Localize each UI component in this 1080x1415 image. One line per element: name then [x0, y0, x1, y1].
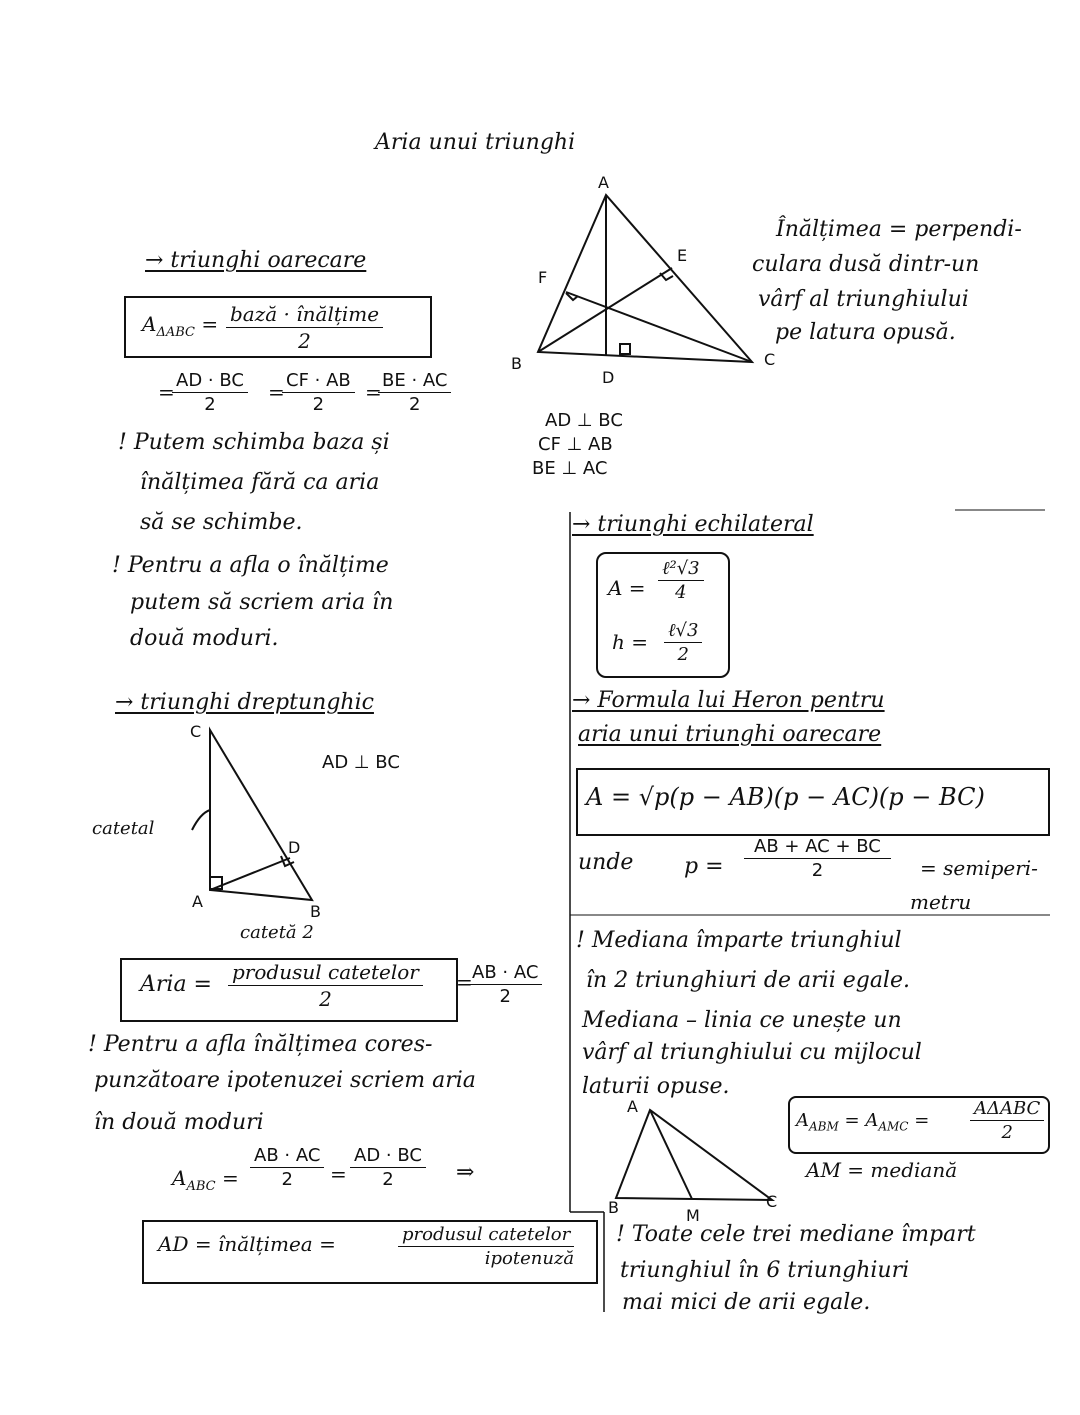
right-eq-num1: AB · AC	[250, 1145, 324, 1168]
foot-d-label: D	[602, 368, 615, 387]
definition-line-1: Înălțimea = perpendi-	[776, 217, 1022, 242]
right-eq-sign: =	[330, 1162, 347, 1186]
right-eq-den1: 2	[281, 1169, 293, 1190]
equi-area-num: ℓ²√3	[658, 558, 704, 581]
equi-height-fraction	[664, 620, 702, 665]
eq1-num: AD · BC	[172, 370, 248, 393]
equi-height-lhs: h =	[612, 630, 648, 654]
median-note2-line-3: mai mici de arii egale.	[622, 1290, 871, 1315]
altitude-num: produsul catetelor	[398, 1224, 574, 1247]
right-area-lhs: Aria =	[140, 972, 212, 997]
median-area-eq: $A_{ABM} = A_{AMC}$ =	[796, 1110, 930, 1134]
right-foot-d: D	[288, 838, 301, 857]
median-note-line-1: ! Mediana împarte triunghiul	[576, 928, 902, 953]
right-eq-lhs: $A_{ABC}$ =	[172, 1166, 239, 1194]
leg2-label: catetă 2	[240, 922, 314, 943]
right-area-fraction	[228, 960, 423, 1011]
right-area-num: produsul catetelor	[228, 960, 423, 986]
vertex-b-label: B	[511, 354, 522, 373]
heron-p-fraction	[744, 836, 891, 881]
definition-line-3: vârf al triunghiului	[758, 287, 969, 312]
definition-line-4: pe latura opusă.	[775, 320, 956, 345]
median-note-line-2: în 2 triunghiuri de arii egale.	[586, 968, 910, 993]
altitude-formula-lhs: AD = înălțimea =	[158, 1232, 336, 1256]
section-heading-equilateral: → triunghi echilateral	[572, 512, 814, 537]
section-heading-heron-2: aria unui triunghi oarecare	[578, 722, 882, 747]
heron-p-den: 2	[811, 860, 824, 881]
right-eq-den2: 2	[382, 1169, 394, 1190]
right-note-line-2: punzătoare ipotenuzei scriem aria	[94, 1068, 476, 1093]
right-eq-fraction-2	[350, 1145, 426, 1190]
section-heading-heron-1: → Formula lui Heron pentru	[572, 688, 885, 713]
eq-fraction-3	[378, 370, 451, 415]
right-area-den: 2	[319, 987, 332, 1011]
leg1-label: catetal	[92, 818, 155, 839]
section-heading-right: → triunghi dreptunghic	[115, 690, 374, 715]
equi-area-den: 4	[675, 582, 687, 603]
section-heading-general: → triunghi oarecare	[145, 248, 367, 273]
median-area-num: AΔABC	[970, 1098, 1044, 1121]
median-note-line-4: vârf al triunghiului cu mijlocul	[582, 1040, 922, 1065]
median-area-den: 2	[1001, 1122, 1013, 1143]
general-area-numerator: bază · înălțime	[226, 302, 383, 328]
note2-line-1: ! Pentru a afla o înălțime	[112, 553, 389, 578]
median-definition: AM = mediană	[806, 1158, 958, 1182]
heron-semiperimeter-2: metru	[910, 890, 972, 914]
right-perp: AD ⊥ BC	[322, 752, 400, 773]
altitude-den: ipotenuză	[484, 1248, 575, 1269]
vertex-a-label: A	[598, 173, 609, 192]
median-note2-line-1: ! Toate cele trei mediane împart	[616, 1222, 976, 1247]
median-note-line-3: Mediana – linia ce unește un	[582, 1008, 902, 1033]
perp-be: BE ⊥ AC	[532, 458, 608, 479]
general-area-lhs: $A_{\Delta ABC}$ =	[142, 312, 219, 340]
eq3-num: BE · AC	[378, 370, 451, 393]
foot-e-label: E	[677, 246, 688, 265]
general-area-fraction	[226, 302, 383, 353]
median-vertex-a: A	[627, 1097, 638, 1116]
median-vertex-b: B	[608, 1198, 619, 1217]
eq-fraction-1	[172, 370, 248, 415]
heron-p-num: AB + AC + BC	[744, 836, 891, 859]
heron-semiperimeter-1: = semiperi-	[920, 856, 1038, 880]
equi-area-fraction	[658, 558, 704, 603]
median-note2-line-2: triunghiul în 6 triunghiuri	[620, 1258, 910, 1283]
vertex-c-label: C	[764, 350, 776, 369]
note1-line-2: înălțimea fără ca aria	[140, 470, 380, 495]
equi-height-num: ℓ√3	[664, 620, 702, 643]
perp-cf: CF ⊥ AB	[538, 434, 613, 455]
eq-sign-1: =	[158, 380, 175, 404]
page-title: Aria unui triunghi	[375, 130, 576, 155]
note2-line-3: două moduri.	[130, 626, 279, 651]
right-vertex-b: B	[310, 902, 321, 921]
right-area-num2: AB · AC	[468, 962, 542, 985]
median-midpoint-m: M	[686, 1206, 700, 1225]
eq-sign-2: =	[268, 380, 285, 404]
right-area-fraction-2	[468, 962, 542, 1007]
altitude-formula-fraction	[398, 1224, 574, 1269]
heron-where: unde	[578, 850, 634, 875]
note2-line-2: putem să scriem aria în	[130, 590, 394, 615]
note1-line-1: ! Putem schimba baza și	[118, 430, 390, 455]
median-vertex-c: C	[766, 1192, 778, 1211]
right-vertex-a: A	[192, 892, 203, 911]
foot-f-label: F	[538, 268, 548, 287]
eq-sign-3: =	[365, 380, 382, 404]
right-note-line-3: în două moduri	[94, 1110, 264, 1135]
median-area-fraction	[970, 1098, 1044, 1143]
right-eq-num2: AD · BC	[350, 1145, 426, 1168]
definition-line-2: culara dusă dintr-un	[752, 252, 980, 277]
right-eq-fraction-1	[250, 1145, 324, 1190]
general-area-denominator: 2	[298, 329, 311, 353]
perp-ad: AD ⊥ BC	[545, 410, 623, 431]
right-vertex-c: C	[190, 722, 202, 741]
eq1-den: 2	[204, 394, 216, 415]
eq3-den: 2	[409, 394, 421, 415]
implies-arrow: ⇒	[456, 1160, 475, 1185]
median-note-line-5: laturii opuse.	[582, 1074, 730, 1099]
heron-p-lhs: p =	[684, 854, 724, 879]
right-area-eq: =	[456, 970, 473, 994]
equi-area-lhs: A =	[608, 576, 646, 600]
heron-formula: A = √p(p − AB)(p − AC)(p − BC)	[586, 783, 985, 811]
right-note-line-1: ! Pentru a afla înălțimea cores-	[88, 1032, 433, 1057]
note1-line-3: să se schimbe.	[140, 510, 303, 535]
eq2-num: CF · AB	[282, 370, 355, 393]
eq2-den: 2	[312, 394, 325, 415]
right-area-den2: 2	[499, 986, 511, 1007]
equi-height-den: 2	[677, 644, 689, 665]
eq-fraction-2	[282, 370, 355, 415]
